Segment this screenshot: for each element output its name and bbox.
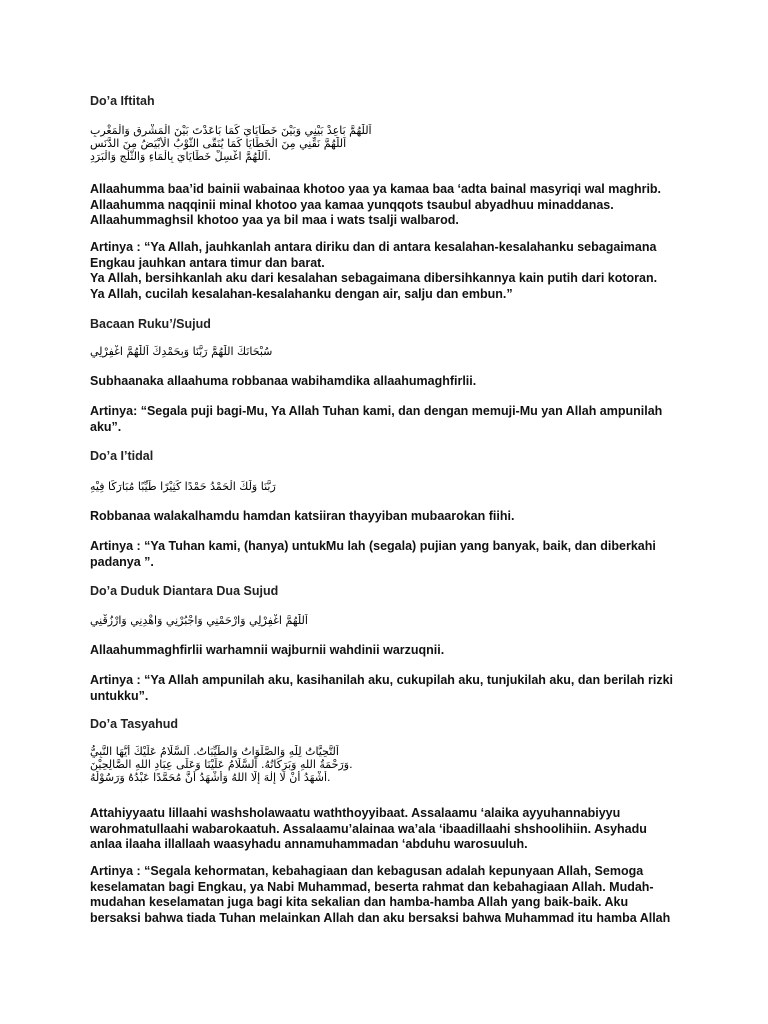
text-line: warohmatullaahi wabarokaatuh. Assalaamu’alainaa wa’ala ‘ibaadillaahi shshoolihiin. Asyhadu <box>90 821 647 836</box>
text-line: Allaahumma baa’id bainii wabainaa khotoo yaa ya kamaa baa ‘adta bainal masyriqi wal maghrib. <box>90 182 662 196</box>
transliteration-iftitah <box>90 182 690 229</box>
arabic-text-itidal <box>90 480 680 493</box>
text-line: aku”. <box>90 419 122 434</box>
text-line: Artinya : “Ya Tuhan kami, (hanya) untukMu lah (segala) pujian yang banyak, baik, dan diberkahi <box>90 539 656 553</box>
section-title-itidal: Do’a I’tidal <box>90 449 154 463</box>
section-title-tasyahud: Do’a Tasyahud <box>90 717 178 731</box>
text-line: bersaksi bahwa tiada Tuhan melainkan Allah dan aku bersaksi bahwa Muhammad itu hamba Allah <box>90 910 671 925</box>
meaning-ruku-sujud <box>90 404 690 435</box>
text-line: Artinya : “Ya Allah ampunilah aku, kasihanilah aku, cukupilah aku, tunjukilah aku, dan berilah rizki <box>90 673 674 687</box>
text-line: Allaahumma naqqinii minal khotoo yaa kamaa yunqqots tsaubul abyadhuu minaddanas. <box>90 197 614 212</box>
arabic-line: اَللّٰهُمَّ نَقِّنِي مِنَ الْخَطَايَا كَمَا يُنَقَّى الثَّوْبُ الْأَبْيَضُ مِنَ الدَّنَسِ <box>90 137 347 150</box>
arabic-line: اَللّٰهُمَّ بَاعِدْ بَيْنِي وَبَيْنَ خَطَايَايَ كَمَا بَاعَدْتَ بَيْنَ الْمَشْرِقِ وَالْمَغْرِبِ <box>90 124 372 137</box>
text-line: Artinya: “Segala puji bagi-Mu, Ya Allah Tuhan kami, dan dengan memuji-Mu yan Allah ampunilah <box>90 404 663 418</box>
transliteration-itidal <box>90 509 690 525</box>
text-line: keselamatan bagi Engkau, ya Nabi Muhammad, beserta rahmat dan kebahagiaan Allah. Mudah- <box>90 879 654 894</box>
text-line: untukku”. <box>90 688 149 703</box>
text-line: Robbanaa walakalhamdu hamdan katsiiran thayyiban mubaarokan fiihi. <box>90 509 515 523</box>
arabic-text-iftitah <box>90 124 680 163</box>
arabic-text-ruku-sujud <box>90 345 680 358</box>
text-line: Ya Allah, bersihkanlah aku dari kesalahan sebagaimana dibersihkannya kain putih dari kotoran. <box>90 271 658 286</box>
meaning-itidal <box>90 539 690 570</box>
arabic-line: سُبْحَانَكَ اللّٰهُمَّ رَبَّنَا وَبِحَمْدِكَ اَللّٰهُمَّ اغْفِرْلِي <box>90 345 273 358</box>
text-line: Artinya : “Ya Allah, jauhkanlah antara diriku dan di antara kesalahan-kesalahanku sebagaimana <box>90 240 657 254</box>
text-line: Subhaanaka allaahuma robbanaa wabihamdika allaahumaghfirlii. <box>90 374 477 388</box>
text-line: Ya Allah, cucilah kesalahan-kesalahanku dengan air, salju dan embun.” <box>90 286 513 301</box>
meaning-duduk <box>90 673 690 704</box>
arabic-text-tasyahud <box>90 745 680 784</box>
meaning-iftitah <box>90 240 690 302</box>
section-title-iftitah: Do’a Iftitah <box>90 94 155 108</box>
text-line: Allaahummaghsil khotoo yaa ya bil maa i wats tsalji walbarod. <box>90 213 459 228</box>
arabic-text-duduk <box>90 614 680 627</box>
arabic-line: .اَللّٰهُمَّ اغْسِلْ خَطَايَايَ بِالْمَاءِ وَالثَّلْجِ وَالْبَرَدِ <box>90 150 272 163</box>
meaning-tasyahud <box>90 864 690 926</box>
text-line: Engkau jauhkan antara timur dan barat. <box>90 255 325 270</box>
arabic-line: .أَشْهَدُ أَنْ لَا إِلٰهَ إِلَّا اللهُ وَأَشْهَدُ أَنَّ مُحَمَّدًا عَبْدُهُ وَرَسُوْلُهُ <box>90 771 331 784</box>
arabic-line: اَللّٰهُمَّ اغْفِرْلِي وَارْحَمْنِي وَاجْبُرْنِي وَاهْدِنِي وَارْزُقْنِي <box>90 614 308 627</box>
text-line: Attahiyyaatu lillaahi washsholawaatu waththoyyibaat. Assalaamu ‘alaika ayyuhannabiyyu <box>90 806 621 820</box>
arabic-line: رَبَّنَا وَلَكَ الْحَمْدُ حَمْدًا كَثِيْرًا طَيِّبًا مُبَارَكًا فِيْهِ <box>90 480 276 493</box>
transliteration-duduk <box>90 643 690 659</box>
section-title-ruku-sujud: Bacaan Ruku’/Sujud <box>90 317 211 331</box>
arabic-line: اَلتَّحِيَّاتُ لِلّٰهِ وَالصَّلَوَاتُ وَالطَّيِّبَاتُ. اَلسَّلَامُ عَلَيْكَ أَيُّهَا النَّبِيُّ <box>90 745 339 758</box>
text-line: anlaa ilaaha illallaah waasyhadu annamuhammadan ‘abduhu warosuuluh. <box>90 837 528 852</box>
text-line: mudahan keselamatan juga bagi kita sekalian dan hamba-hamba Allah yang baik-baik. Aku <box>90 895 629 910</box>
text-line: Allaahummaghfirlii warhamnii wajburnii wahdinii warzuqnii. <box>90 643 445 657</box>
transliteration-tasyahud <box>90 806 690 853</box>
text-line: Artinya : “Segala kehormatan, kebahagiaan dan kebagusan adalah kepunyaan Allah, Semoga <box>90 864 644 878</box>
text-line: padanya ”. <box>90 554 154 569</box>
section-title-duduk: Do’a Duduk Diantara Dua Sujud <box>90 584 279 598</box>
transliteration-ruku-sujud <box>90 374 690 390</box>
arabic-line: .وَرَحْمَةُ اللهِ وَبَرَكَاتُهُ. اَلسَّلَامُ عَلَيْنَا وَعَلَى عِبَادِ اللهِ الصَّالِحِيْنَ <box>90 758 353 771</box>
